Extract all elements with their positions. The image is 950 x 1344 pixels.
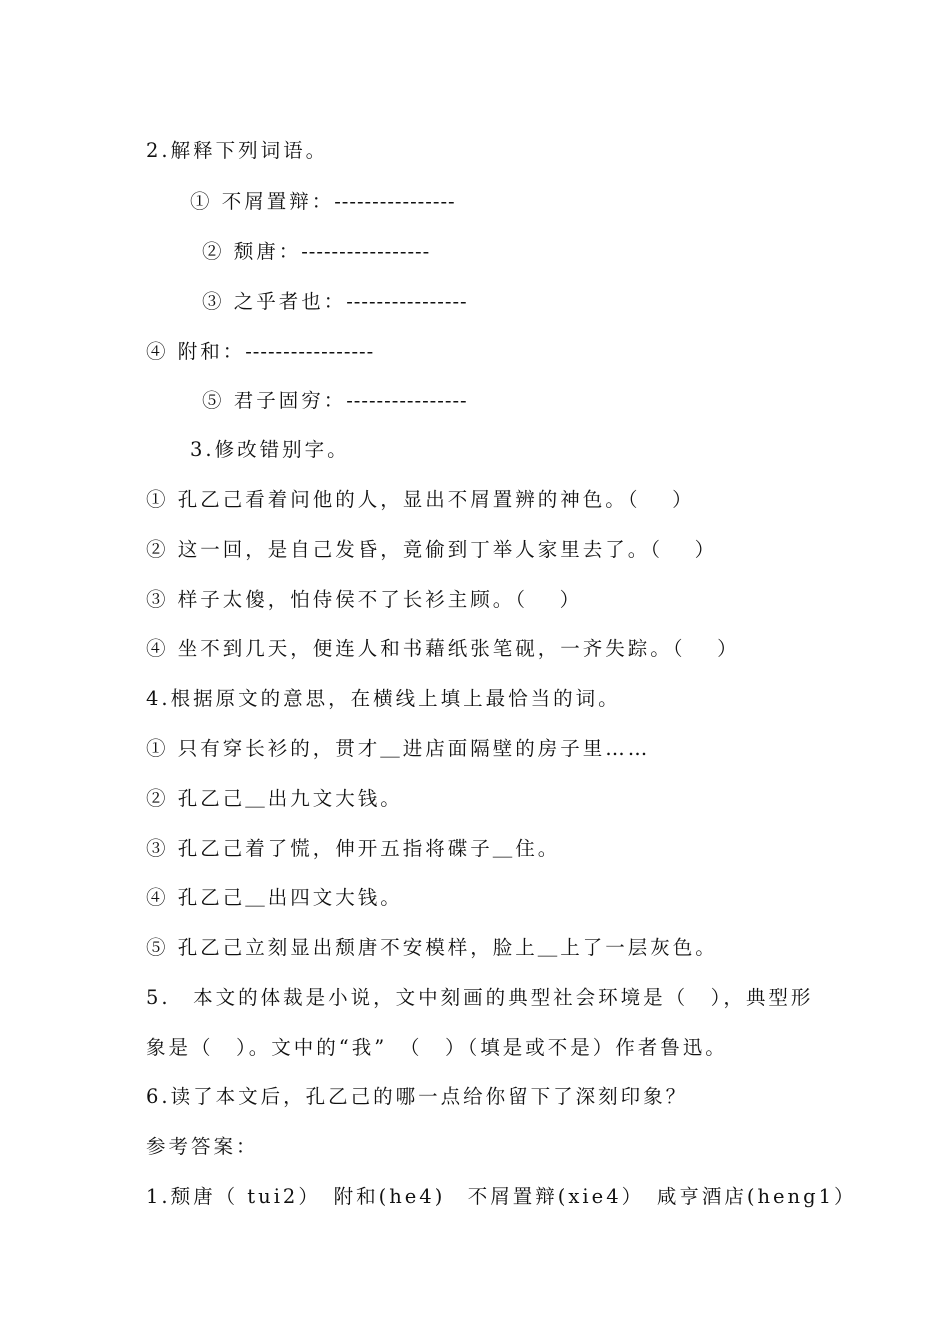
term-3 (202, 289, 468, 315)
term-5 (202, 388, 468, 414)
typo-item-2 (146, 537, 717, 563)
term-1 (190, 189, 456, 215)
fill-item-5 (146, 935, 718, 961)
term-3-blank: ---------------- (346, 290, 468, 313)
term-2 (202, 239, 430, 265)
question-5-line-2-text: 象是（ ）。文中的“我” （ ）（填是或不是）作者鲁迅。 (146, 1036, 728, 1059)
fill-item-3-text: ③ 孔乙己着了慌，伸开五指将碟子＿住。 (146, 837, 561, 860)
fill-item-1 (146, 736, 650, 762)
typo-item-4 (146, 636, 740, 662)
fill-item-5-text: ⑤ 孔乙己立刻显出颓唐不安模样，脸上＿上了一层灰色。 (146, 936, 718, 959)
question-4-heading-text: 4.根据原文的意思，在横线上填上最恰当的词。 (146, 687, 621, 710)
fill-item-2-text: ② 孔乙己＿出九文大钱。 (146, 787, 403, 810)
term-1-blank: ---------------- (334, 190, 456, 213)
term-3-label: ③ 之乎者也： (202, 290, 347, 313)
question-3-heading-text: 3.修改错别字。 (190, 438, 350, 461)
typo-item-3-text: ③ 样子太傻，怕侍侯不了长衫主顾。（ ） (146, 588, 583, 611)
fill-item-4-text: ④ 孔乙己＿出四文大钱。 (146, 886, 403, 909)
typo-item-1 (146, 487, 695, 513)
typo-item-2-text: ② 这一回，是自己发昏，竟偷到丁举人家里去了。（ ） (146, 538, 718, 561)
fill-item-3 (146, 836, 560, 862)
fill-item-1-text: ① 只有穿长衫的，贯才＿进店面隔壁的房子里…… (146, 737, 651, 760)
answer-heading-text: 参考答案： (146, 1135, 259, 1158)
answer-heading (146, 1134, 259, 1160)
fill-item-4 (146, 885, 403, 911)
term-4-label: ④ 附和： (146, 340, 246, 363)
question-6-text: 6.读了本文后，孔乙己的哪一点给你留下了深刻印象？ (146, 1085, 689, 1108)
term-2-label: ② 颓唐： (202, 240, 302, 263)
question-5-line-2 (146, 1035, 728, 1061)
question-6 (146, 1084, 688, 1110)
typo-item-1-text: ① 孔乙己看着问他的人，显出不屑置辨的神色。（ ） (146, 488, 695, 511)
typo-item-3 (146, 587, 582, 613)
term-4 (146, 339, 374, 365)
answer-1-text: 1.颓唐（ tui2） 附和(he4) 不屑置辩(xie4） 咸亨酒店(heng1） (146, 1185, 857, 1208)
term-5-label: ⑤ 君子固穷： (202, 389, 347, 412)
question-2-heading (146, 138, 328, 164)
term-4-blank: ----------------- (245, 340, 375, 363)
question-3-heading (190, 437, 350, 463)
question-4-heading (146, 686, 621, 712)
question-5-line-1-text: 5. 本文的体裁是小说，文中刻画的典型社会环境是（ ），典型形 (146, 986, 814, 1009)
question-5-line-1 (146, 985, 813, 1011)
term-5-blank: ---------------- (346, 389, 468, 412)
typo-item-4-text: ④ 坐不到几天，便连人和书藉纸张笔砚，一齐失踪。（ ） (146, 637, 740, 660)
question-2-heading-text: 2.解释下列词语。 (146, 139, 329, 162)
term-2-blank: ----------------- (301, 240, 431, 263)
term-1-label: ① 不屑置辩： (190, 190, 335, 213)
fill-item-2 (146, 786, 403, 812)
answer-1 (146, 1184, 857, 1210)
